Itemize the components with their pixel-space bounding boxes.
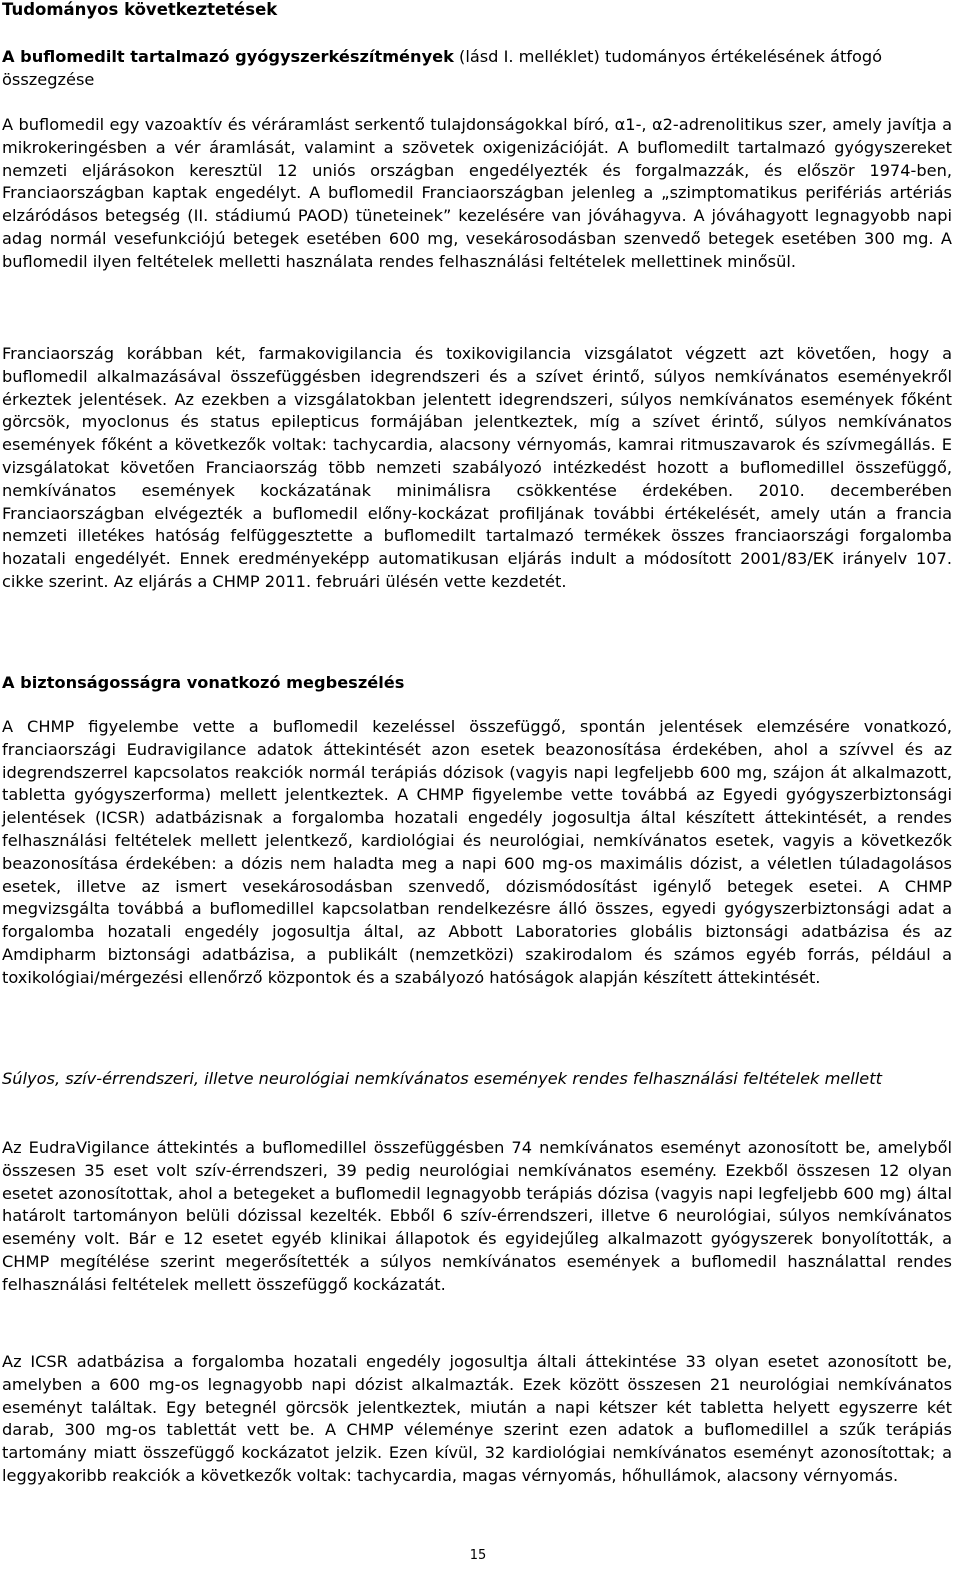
paragraph-intro-part-c: A jóváhagyott legnagyobb napi adag normál vesefunkciójú betegek esetében 600 mg, vesekárosodásban szenvedő betegek esetében 300 mg. A buflomedil ilyen feltételek melletti használata rendes felhasználási feltételek mellettinek minősül.: [2, 206, 952, 271]
page-number: 15: [469, 1548, 487, 1563]
main-title: Tudományos következtetések: [2, 0, 278, 19]
safety-heading: [2, 672, 952, 695]
paragraph-icsr: [2, 1351, 952, 1488]
summary-heading-rest: (lásd I. melléklet) tudományos értékelésének átfogó összegzése: [2, 47, 883, 89]
safety-heading-text: A biztonságosságra vonatkozó megbeszélés: [2, 673, 405, 692]
summary-heading-bold: A buflomedilt tartalmazó gyógyszerkészítmények: [2, 47, 454, 66]
paragraph-icsr-text: Az ICSR adatbázisa a forgalomba hozatali engedély jogosultja általi áttekintése 33 olyan esetet azonosított be, amelyben a 600 mg-os legnagyobb napi dózist alkalmazták. Ezek között összesen 21 neurológiai nemkívánatos eseményt találtak. Egy betegnél görcsök jelentkeztek, miután a napi kétszer két tabletta helyett egyszerre két darab, 300 mg-os tablettát vett be. A CHMP véleménye szerint ezen adatok a buflomedillel a szűk terápiás tartomány miatt összefüggő kockázatot jelzik. Ezen kívül, 32 kardiológiai nemkívánatos eseményt azonosítottak; a leggyakoribb reakciók a következők voltak: tachycardia, magas vérnyomás, hőhullámok, alacsony vérnyomás.: [2, 1352, 952, 1485]
paragraph-eudravigilance: [2, 1137, 952, 1297]
paragraph-chmp-review: [2, 716, 952, 990]
paragraph-france-history: [2, 343, 952, 594]
subheading-serious-events-text: Súlyos, szív-érrendszeri, illetve neurológiai nemkívánatos események rendes felhasználási feltételek mellett: [2, 1069, 882, 1088]
paragraph-intro: [2, 114, 952, 274]
paragraph-intro-part-a: A buflomedil egy vazoaktív és véráramlást serkentő tulajdonságokkal bíró, α1-, α2-adrenolitikus szer, amely javítja a mikrokeringésben a vér áramlását, valamint a szövetek oxigenizációját.: [2, 115, 952, 157]
paragraph-eudravigilance-text: Az EudraVigilance áttekintés a buflomedillel összefüggésben 74 nemkívánatos eseményt azonosított be, amelyből összesen 35 eset volt szív-érrendszeri, 39 pedig neurológiai nemkívánatos esemény. Ezekből összesen 12 olyan esetet azonosítottak, ahol a betegeket a buflomedil legnagyobb terápiás dózisa (vagyis napi legfeljebb 600 mg) által határolt tartományon belüli dózissal kezelték. Ebből 6 szív-érrendszeri, illetve 6 neurológiai, súlyos nemkívánatos esemény volt. Bár e 12 esetet egyéb klinikai állapotok és egyidejűleg alkalmazott gyógyszerek bonyolították, a CHMP megítélése szerint megerősítették a súlyos nemkívánatos események a buflomedil használattal rendes felhasználási feltételek mellett összefüggő kockázatát.: [2, 1138, 952, 1294]
subheading-serious-events: [2, 1068, 952, 1091]
paragraph-chmp-review-text: A CHMP figyelembe vette a buflomedil kezeléssel összefüggő, spontán jelentések elemzésére vonatkozó, franciaországi Eudravigilance adatok áttekintését azon esetek beazonosítása érdekében, ahol a szívvel és az idegrendszerrel kapcsolatos reakciók normál terápiás dózisok (vagyis napi legfeljebb 600 mg, szájon át alkalmazott, tabletta gyógyszerforma) mellett jelentkeztek. A CHMP figyelembe vette továbbá az Egyedi gyógyszerbiztonsági jelentések (ICSR) adatbázisnak a forgalomba hozatali engedély jogosultja által készített áttekintését, a rendes felhasználási feltételek mellett jelentkező, kardiológiai és neurológiai, nemkívánatos esetek, vagyis a következők beazonosítása érdekében: a dózis nem haladta meg a napi 600 mg-os maximális dózist, a véletlen túladagolásos esetek, illetve az ismert vesekárosodásban szenvedő, dózismódosítást igénylő betegek esetei. A CHMP megvizsgálta továbbá a buflomedillel kapcsolatban rendelkezésre álló összes, egyedi gyógyszerbiztonsági adat a forgalomba hozatali engedély jogosultja által, az Abbott Laboratories globális biztonsági adatbázisa és az Amdipharm biztonsági adatbázisa, a publikált (nemzetközi) szakirodalom és számos egyéb forrás, például a toxikológiai/mérgezési ellenőrző központok és a szabályozó hatóságok alapján készített áttekintését.: [2, 717, 952, 987]
paragraph-intro-part-b: A buflomedilt tartalmazó gyógyszereket nemzeti eljárásokon keresztül 12 uniós országban engedélyezték és forgalmazzák, és először 1974-ben, Franciaországban kaptak engedélyt. A buflomedil Franciaországban jelenleg a „szimptomatikus perifériás artériás elzáródásos betegség (II. stádiumú PAOD) tüneteinek” kezelésére van jóváhagyva.: [2, 137, 952, 226]
paragraph-france-history-text: Franciaország korábban két, farmakovigilancia és toxikovigilancia vizsgálatot végzett azt követően, hogy a buflomedil alkalmazásával összefüggésben idegrendszeri és a szívet érintő, súlyos nemkívánatos eseményekről érkeztek jelentések. Az ezekben a vizsgálatokban jelentett idegrendszeri, súlyos nemkívánatos események főként görcsök, myoclonus és status epilepticus formájában jelentkeztek, míg a szívet érintő, súlyos nemkívánatos események főként a következők voltak: tachycardia, alacsony vérnyomás, kamrai ritmuszavarok és szívmegállás. E vizsgálatokat követően Franciaország több nemzeti szabályozó intézkedést hozott a buflomedillel összefüggő, nemkívánatos események kockázatának minimálisra csökkentése érdekében. 2010. decemberében Franciaországban elvégezték a buflomedil előny-kockázat profiljának további értékelését, amely után a francia nemzeti illetékes hatóság felfüggesztette a buflomedilt tartalmazó termékek összes franciaországi forgalomba hozatali engedélyét. Ennek eredményeképp automatikusan eljárás indult a módosított 2001/83/EK irányelv 107. cikke szerint. Az eljárás a CHMP 2011. februári ülésén vette kezdetét.: [2, 344, 952, 591]
summary-heading: [2, 46, 952, 92]
